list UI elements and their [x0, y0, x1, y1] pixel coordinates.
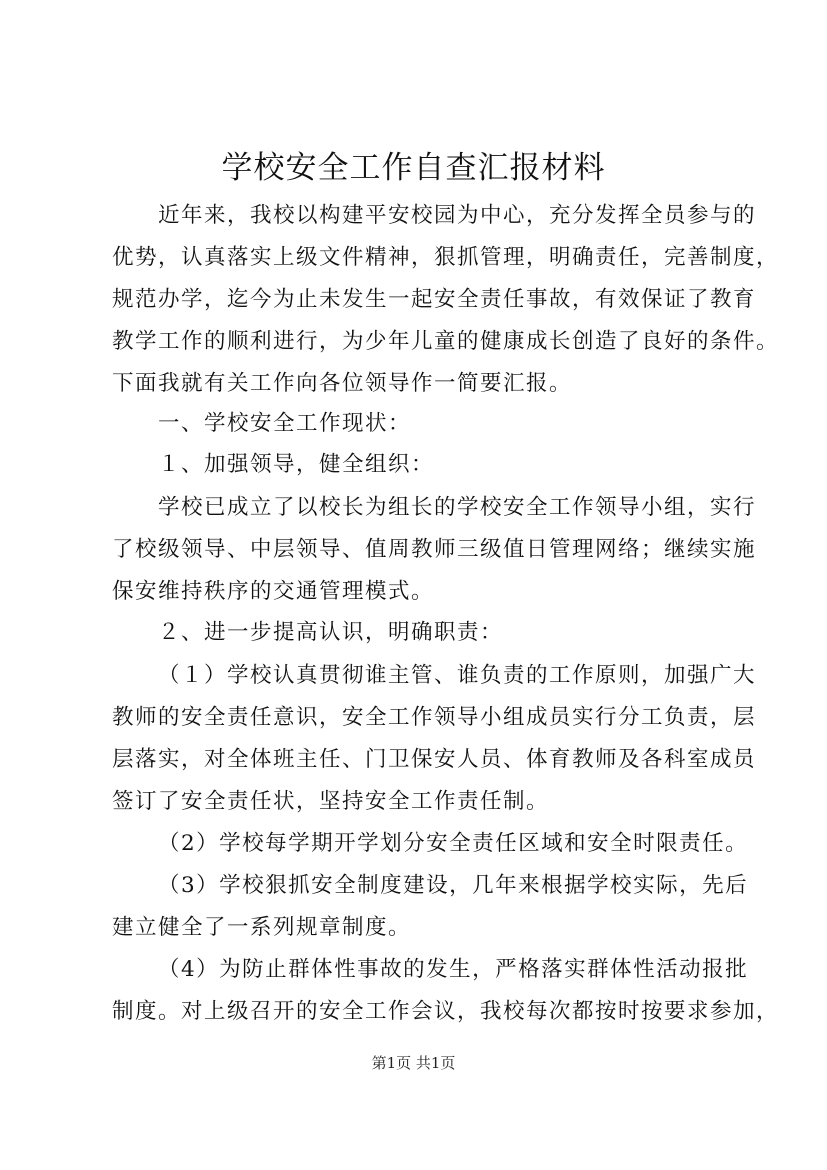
body-line-8: 保安维持秩序的交通管理模式。 — [112, 579, 435, 604]
page-footer: 第1页 共1页 — [371, 1054, 456, 1072]
body-line-2: 优势，认真落实上级文件精神，狠抓管理，明确责任，完善制度， — [112, 245, 780, 270]
body-line-7: 了校级领导、中层领导、值周教师三级值日管理网络；继续实施 — [112, 537, 757, 562]
body-line-1: 近年来，我校以构建平安校园为中心，充分发挥全员参与的 — [158, 203, 757, 228]
body-line-4: 教学工作的顺利进行，为少年儿童的健康成长创造了良好的条件。 — [112, 329, 780, 354]
body-line-15: 建立健全了一系列规章制度。 — [112, 915, 412, 940]
body-line-17: 制度。对上级召开的安全工作会议，我校每次都按时按要求参加， — [112, 999, 780, 1024]
body-line-14: （3）学校狠抓安全制度建设，几年来根据学校实际，先后 — [158, 873, 749, 898]
document-title: 学校安全工作自查汇报材料 — [221, 150, 606, 186]
body-line-6: 学校已成立了以校长为组长的学校安全工作领导小组，实行 — [158, 495, 757, 520]
body-line-16: （4）为防止群体性事故的发生，严格落实群体性活动报批 — [158, 957, 749, 982]
body-line-10: 教师的安全责任意识，安全工作领导小组成员实行分工负责，层 — [112, 705, 757, 730]
subsection-heading-1: １、加强领导，健全组织： — [158, 452, 435, 477]
body-line-9: （１）学校认真贯彻谁主管、谁负责的工作原则，加强广大 — [158, 663, 757, 688]
body-line-13: （2）学校每学期开学划分安全责任区域和安全时限责任。 — [158, 831, 749, 856]
body-line-5: 下面我就有关工作向各位领导作一简要汇报。 — [112, 371, 573, 396]
subsection-heading-2: ２、进一步提高认识，明确职责： — [158, 620, 504, 645]
body-line-11: 层落实，对全体班主任、门卫保安人员、体育教师及各科室成员 — [112, 747, 757, 772]
body-line-12: 签订了安全责任状，坚持安全工作责任制。 — [112, 789, 550, 814]
body-line-3: 规范办学，迄今为止未发生一起安全责任事故，有效保证了教育 — [112, 287, 757, 312]
section-heading-1: 一、学校安全工作现状： — [158, 411, 412, 436]
